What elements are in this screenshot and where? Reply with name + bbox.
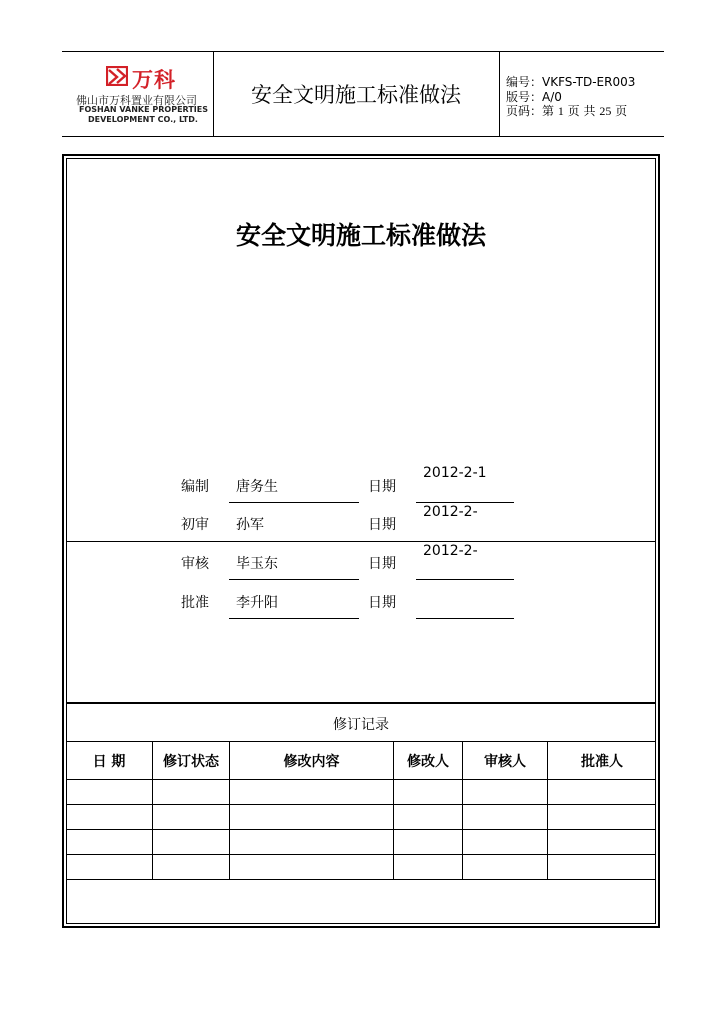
- signature-role: 批准: [181, 595, 209, 611]
- company-logo: [66, 62, 212, 134]
- page-label-prefix: 页码：第: [506, 104, 555, 118]
- signature-date-underline: [416, 502, 514, 503]
- revision-column-rule: [547, 742, 548, 879]
- signature-date: 2012-2-1: [423, 465, 487, 481]
- signature-name-underline: [229, 579, 359, 580]
- signature-name: 毕玉东: [236, 556, 278, 572]
- revision-column-rule: [393, 742, 394, 879]
- revision-title: 修订记录: [333, 717, 389, 733]
- logo-company-en-line1: FOSHAN VANKE PROPERTIES: [79, 105, 208, 114]
- signature-date: 2012-2-: [423, 504, 478, 520]
- logo-company-en-line2: DEVELOPMENT CO., LTD.: [88, 115, 198, 124]
- signature-name: 孙军: [236, 517, 264, 533]
- revision-row-rule: [66, 779, 656, 780]
- signature-name: 唐务生: [236, 479, 278, 495]
- revision-header-modifier: 修改人: [407, 753, 449, 770]
- signature-name-underline: [229, 618, 359, 619]
- revision-header-reviewer: 审核人: [484, 753, 526, 770]
- logo-brand-text: 万科: [132, 68, 176, 92]
- signature-role: 初审: [181, 517, 209, 533]
- document-title: 安全文明施工标准做法: [235, 221, 486, 250]
- revision-row-rule: [66, 829, 656, 830]
- page-label-suffix: 页: [615, 104, 628, 118]
- revision-row-rule: [66, 854, 656, 855]
- revision-header-approver: 批准人: [581, 753, 623, 770]
- signature-role: 编制: [181, 479, 209, 495]
- signature-date-label: 日期: [368, 479, 396, 495]
- signature-date-label: 日期: [368, 595, 396, 611]
- page-current: 1: [557, 104, 564, 118]
- revision-column-rule: [462, 742, 463, 879]
- revision-top-rule: [66, 702, 656, 704]
- vanke-logo-icon: [106, 66, 128, 86]
- revision-column-rule: [229, 742, 230, 879]
- signature-date: 2012-2-: [423, 543, 478, 559]
- revision-row-rule: [66, 879, 656, 880]
- doc-code-label: 编号：: [506, 75, 543, 89]
- logo-company-cn: 佛山市万科置业有限公司: [76, 94, 197, 107]
- doc-page-info: [506, 102, 627, 119]
- page-label-mid: 页 共: [567, 104, 596, 118]
- header-title: 安全文明施工标准做法: [251, 83, 461, 107]
- header-bottom-rule: [62, 136, 664, 137]
- signature-role: 审核: [181, 556, 209, 572]
- signature-date-label: 日期: [368, 517, 396, 533]
- revision-header-date: 日 期: [92, 753, 126, 770]
- signature-date-underline: [416, 618, 514, 619]
- signature-name: 李升阳: [236, 595, 278, 611]
- signature-separator-rule: [66, 541, 656, 542]
- header-divider-right: [499, 52, 500, 136]
- signature-name-underline: [229, 502, 359, 503]
- signature-date-label: 日期: [368, 556, 396, 572]
- doc-version-label: 版号：: [506, 90, 543, 104]
- revision-header-status: 修订状态: [163, 753, 219, 770]
- signature-date-underline: [416, 579, 514, 580]
- revision-header-content: 修改内容: [283, 753, 340, 770]
- revision-row-rule: [66, 804, 656, 805]
- doc-version-value: A/0: [542, 90, 562, 104]
- page-total: 25: [599, 104, 612, 118]
- doc-code-value: VKFS-TD-ER003: [542, 75, 636, 89]
- revision-column-rule: [152, 742, 153, 879]
